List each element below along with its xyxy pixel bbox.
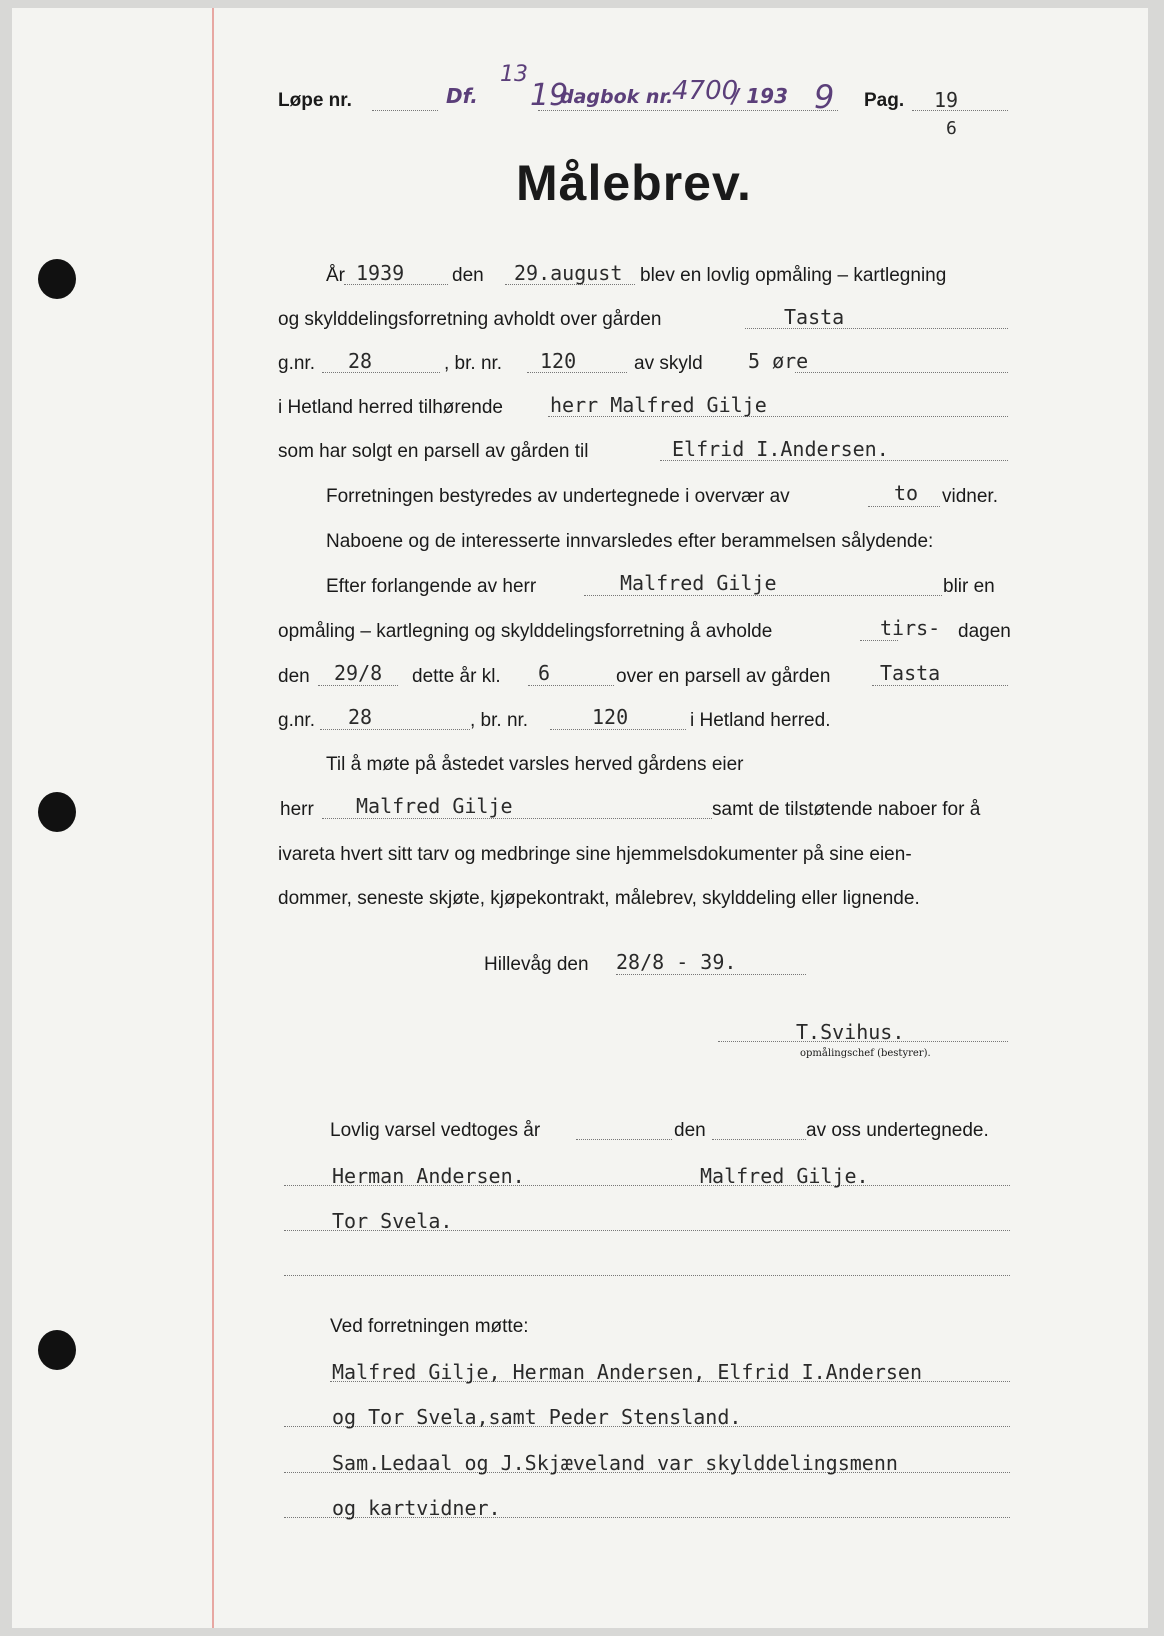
field-line (576, 1139, 672, 1140)
field-line (912, 110, 1008, 111)
attendance-line: og Tor Svela,samt Peder Stensland. (332, 1405, 742, 1429)
line15-text: dommer, seneste skjøte, kjøpekontrakt, målebrev, skylddeling eller lignende. (278, 888, 920, 909)
signer-name: T.Svihus. (796, 1020, 905, 1044)
stamp-number-top: 13 (500, 62, 528, 87)
line7-text: Naboene og de interesserte innvarsledes efter berammelsen sålydende: (326, 531, 934, 552)
punch-hole (38, 792, 76, 832)
witness-count: to (894, 481, 919, 505)
line6-tail: vidner. (942, 486, 998, 507)
meeting-time: 6 (538, 661, 551, 685)
field-line (868, 506, 940, 507)
herr-label: herr (280, 799, 314, 820)
brnr2-value: 120 (592, 705, 629, 729)
line1-tail: blev en lovlig opmåling – kartlegning (640, 265, 947, 286)
page-sub-number: 6 (946, 118, 957, 139)
line8-tail: blir en (943, 576, 995, 597)
field-line (320, 729, 470, 730)
skyld-label: av skyld (634, 353, 703, 374)
acceptance-signer-2: Malfred Gilje. (700, 1164, 869, 1188)
field-line (372, 110, 438, 111)
lope-nr-label: Løpe nr. (278, 90, 352, 111)
field-line (550, 729, 686, 730)
margin-rule (212, 8, 214, 1628)
gnr-label: g.nr. (278, 353, 315, 374)
attendance-line: og kartvidner. (332, 1496, 501, 1520)
farm-name-2: Tasta (880, 661, 941, 685)
field-line (584, 595, 942, 596)
brnr2-label: , br. nr. (470, 710, 529, 731)
signer-title: opmålingschef (bestyrer). (800, 1048, 931, 1059)
line14-text: ivareta hvert sitt tarv og medbringe sine hjemmelsdokumenter på sine eien- (278, 844, 912, 865)
field-line (322, 372, 440, 373)
field-line (318, 685, 398, 686)
line13-tail: samt de tilstøtende naboer for å (712, 799, 981, 820)
line12-text: Til å møte på åstedet varsles herved gårdens eier (326, 754, 744, 775)
gnr2-label: g.nr. (278, 710, 315, 731)
date-value: 29.august (514, 261, 623, 285)
line9-tail: dagen (958, 621, 1011, 642)
field-line (860, 640, 898, 641)
acceptance-signer-1: Herman Andersen. (332, 1164, 525, 1188)
line10-text2: over en parsell av gården (616, 666, 831, 687)
acceptance-den: den (674, 1120, 706, 1141)
attendance-line: Sam.Ledaal og J.Skjæveland var skylddelingsmenn (332, 1451, 898, 1475)
field-line (616, 974, 806, 975)
field-line (872, 685, 1008, 686)
owner-name: herr Malfred Gilje (550, 393, 767, 417)
weekday-value: tirs- (880, 616, 941, 640)
year-value: 1939 (356, 261, 405, 285)
punch-hole (38, 259, 76, 299)
page-number: 19 (934, 88, 959, 112)
attendance-line: Malfred Gilje, Herman Andersen, Elfrid I.Andersen (332, 1360, 923, 1384)
field-line (712, 1139, 806, 1140)
place-label: Hillevåg den (484, 954, 589, 975)
acceptance-text: Lovlig varsel vedtoges år (330, 1120, 541, 1141)
stamp-prefix: Df. (446, 84, 478, 108)
gnr-value: 28 (348, 349, 373, 373)
line9-text: opmåling – kartlegning og skylddelingsforretning å avholde (278, 621, 773, 642)
place-date: 28/8 - 39. (616, 950, 737, 974)
document-title: Målebrev. (516, 155, 752, 211)
acceptance-signer-3: Tor Svela. (332, 1209, 453, 1233)
gnr2-value: 28 (348, 705, 373, 729)
line2-text: og skylddelingsforretning avholdt over gården (278, 309, 662, 330)
requester-name: Malfred Gilje (620, 571, 777, 595)
field-line (528, 685, 614, 686)
farm-name: Tasta (784, 305, 845, 329)
field-line (284, 1275, 1010, 1276)
stamp-number: 19 (530, 78, 569, 113)
dagbok-year-digit: 9 (814, 78, 835, 116)
field-line (538, 110, 838, 111)
meeting-date: 29/8 (334, 661, 383, 685)
den-label: den (452, 265, 484, 286)
year-label: År (326, 265, 345, 286)
buyer-name: Elfrid I.Andersen. (672, 437, 889, 461)
line4-text: i Hetland herred tilhørende (278, 397, 503, 418)
field-line (322, 818, 712, 819)
dagbok-label: dagbok nr. (560, 86, 674, 108)
skyld-value: 5 øre (748, 349, 809, 373)
brnr-value: 120 (540, 349, 577, 373)
line8-text: Efter forlangende av herr (326, 576, 537, 597)
line10-text: dette år kl. (412, 666, 501, 687)
acceptance-tail: av oss undertegnede. (806, 1120, 989, 1141)
line6-text: Forretningen bestyredes av undertegnede i overvær av (326, 486, 790, 507)
dagbok-number: 4700 (672, 76, 739, 106)
attendance-label: Ved forretningen møtte: (330, 1316, 529, 1337)
line10-den: den (278, 666, 310, 687)
punch-hole (38, 1330, 76, 1370)
page-label: Pag. (864, 90, 905, 111)
line11-tail: i Hetland herred. (690, 710, 831, 731)
field-line (795, 372, 1008, 373)
owner-name-2: Malfred Gilje (356, 794, 513, 818)
line5-text: som har solgt en parsell av gården til (278, 441, 589, 462)
brnr-label: , br. nr. (444, 353, 503, 374)
dagbok-year-prefix: / 193 (732, 84, 789, 108)
